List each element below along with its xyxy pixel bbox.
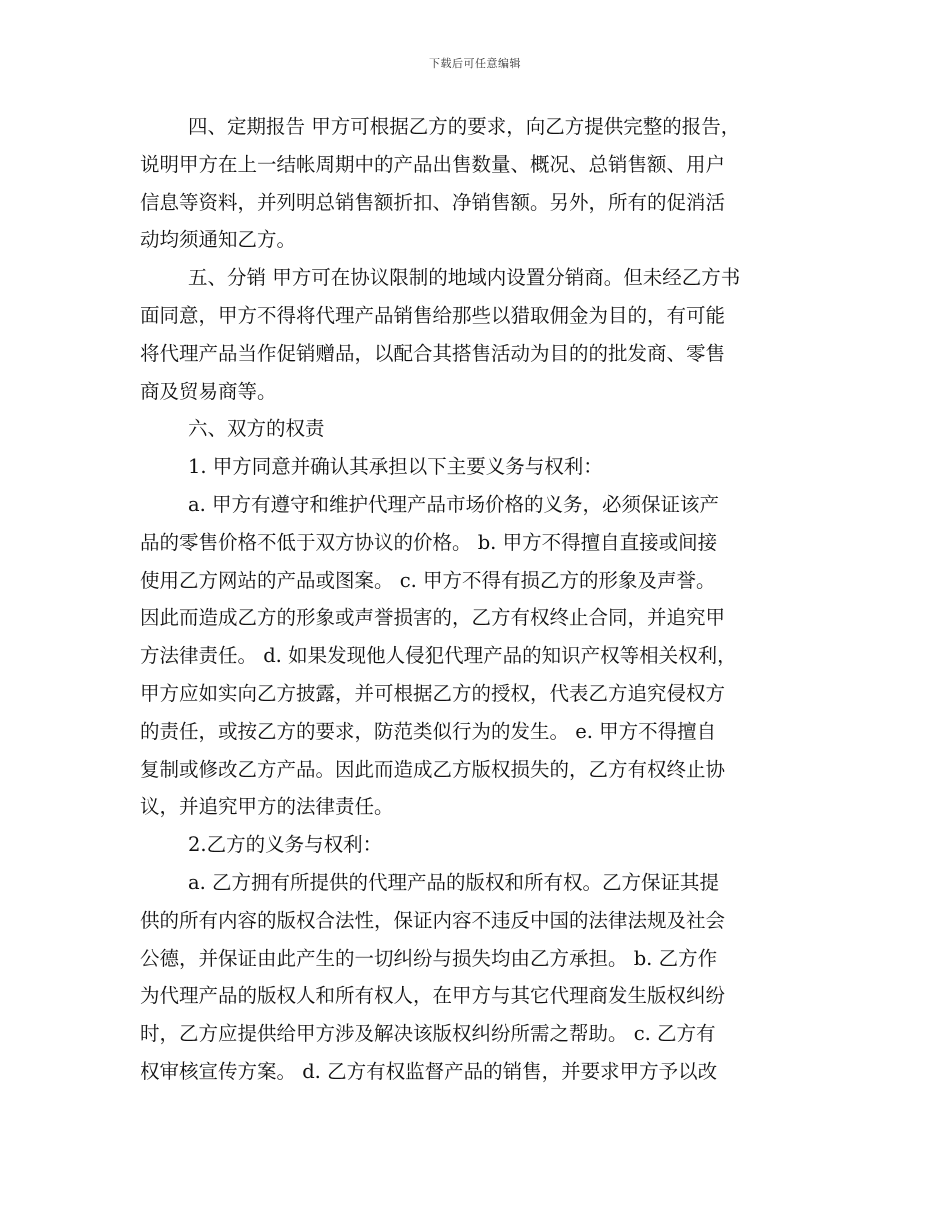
text-line: 供的所有内容的版权合法性，保证内容不违反中国的法律法规及社会 xyxy=(140,908,726,932)
text-line: 甲方应如实向乙方披露，并可根据乙方的授权，代表乙方追究侵权方 xyxy=(140,681,726,705)
text-line: 商及贸易商等。 xyxy=(140,379,277,403)
text-line: 议，并追究甲方的法律责任。 xyxy=(140,795,394,819)
text-line: 2.乙方的义务与权利： xyxy=(188,833,383,857)
document-body xyxy=(140,108,812,1091)
text-line: 公德，并保证由此产生的一切纠纷与损失均由乙方承担。 b. 乙方作 xyxy=(140,946,718,970)
text-line: 时，乙方应提供给甲方涉及解决该版权纠纷所需之帮助。 c. 乙方有 xyxy=(140,1022,716,1046)
text-line: 使用乙方网站的产品或图案。 c. 甲方不得有损乙方的形象及声誉。 xyxy=(140,568,716,592)
text-line: 1. 甲方同意并确认其承担以下主要义务与权利： xyxy=(188,455,603,479)
text-line: 因此而造成乙方的形象或声誉损害的，乙方有权终止合同，并追究甲 xyxy=(140,606,726,630)
text-line: 五、分销 甲方可在协议限制的地域内设置分销商。但未经乙方书 xyxy=(188,266,741,290)
text-line: 六、双方的权责 xyxy=(188,417,325,441)
text-line: 品的零售价格不低于双方协议的价格。 b. 甲方不得擅自直接或间接 xyxy=(140,530,718,554)
text-line: a. 乙方拥有所提供的代理产品的版权和所有权。乙方保证其提 xyxy=(188,870,720,894)
text-line: 四、定期报告 甲方可根据乙方的要求，向乙方提供完整的报告， xyxy=(188,115,741,138)
text-line: 面同意，甲方不得将代理产品销售给那些以猎取佣金为目的，有可能 xyxy=(140,303,726,327)
text-line: 权审核宣传方案。 d. 乙方有权监督产品的销售，并要求甲方予以改 xyxy=(140,1059,718,1083)
text-line: 将代理产品当作促销赠品，以配合其搭售活动为目的的批发商、零售 xyxy=(140,341,726,365)
text-line: 信息等资料，并列明总销售额折扣、净销售额。另外，所有的促消活 xyxy=(140,190,726,214)
page-header: 下载后可任意编辑 xyxy=(429,57,521,70)
text-line: a. 甲方有遵守和维护代理产品市场价格的义务，必须保证该产 xyxy=(188,492,720,516)
text-line: 为代理产品的版权人和所有权人，在甲方与其它代理商发生版权纠纷 xyxy=(140,984,726,1008)
text-line: 动均须通知乙方。 xyxy=(140,228,297,252)
text-line: 的责任，或按乙方的要求，防范类似行为的发生。 e. 甲方不得擅自 xyxy=(140,719,717,743)
text-line: 说明甲方在上一结帐周期中的产品出售数量、概况、总销售额、用户 xyxy=(140,152,726,176)
text-line: 方法律责任。 d. 如果发现他人侵犯代理产品的知识产权等相关权利， xyxy=(140,644,737,668)
text-line: 复制或修改乙方产品。因此而造成乙方版权损失的，乙方有权终止协 xyxy=(140,757,726,781)
